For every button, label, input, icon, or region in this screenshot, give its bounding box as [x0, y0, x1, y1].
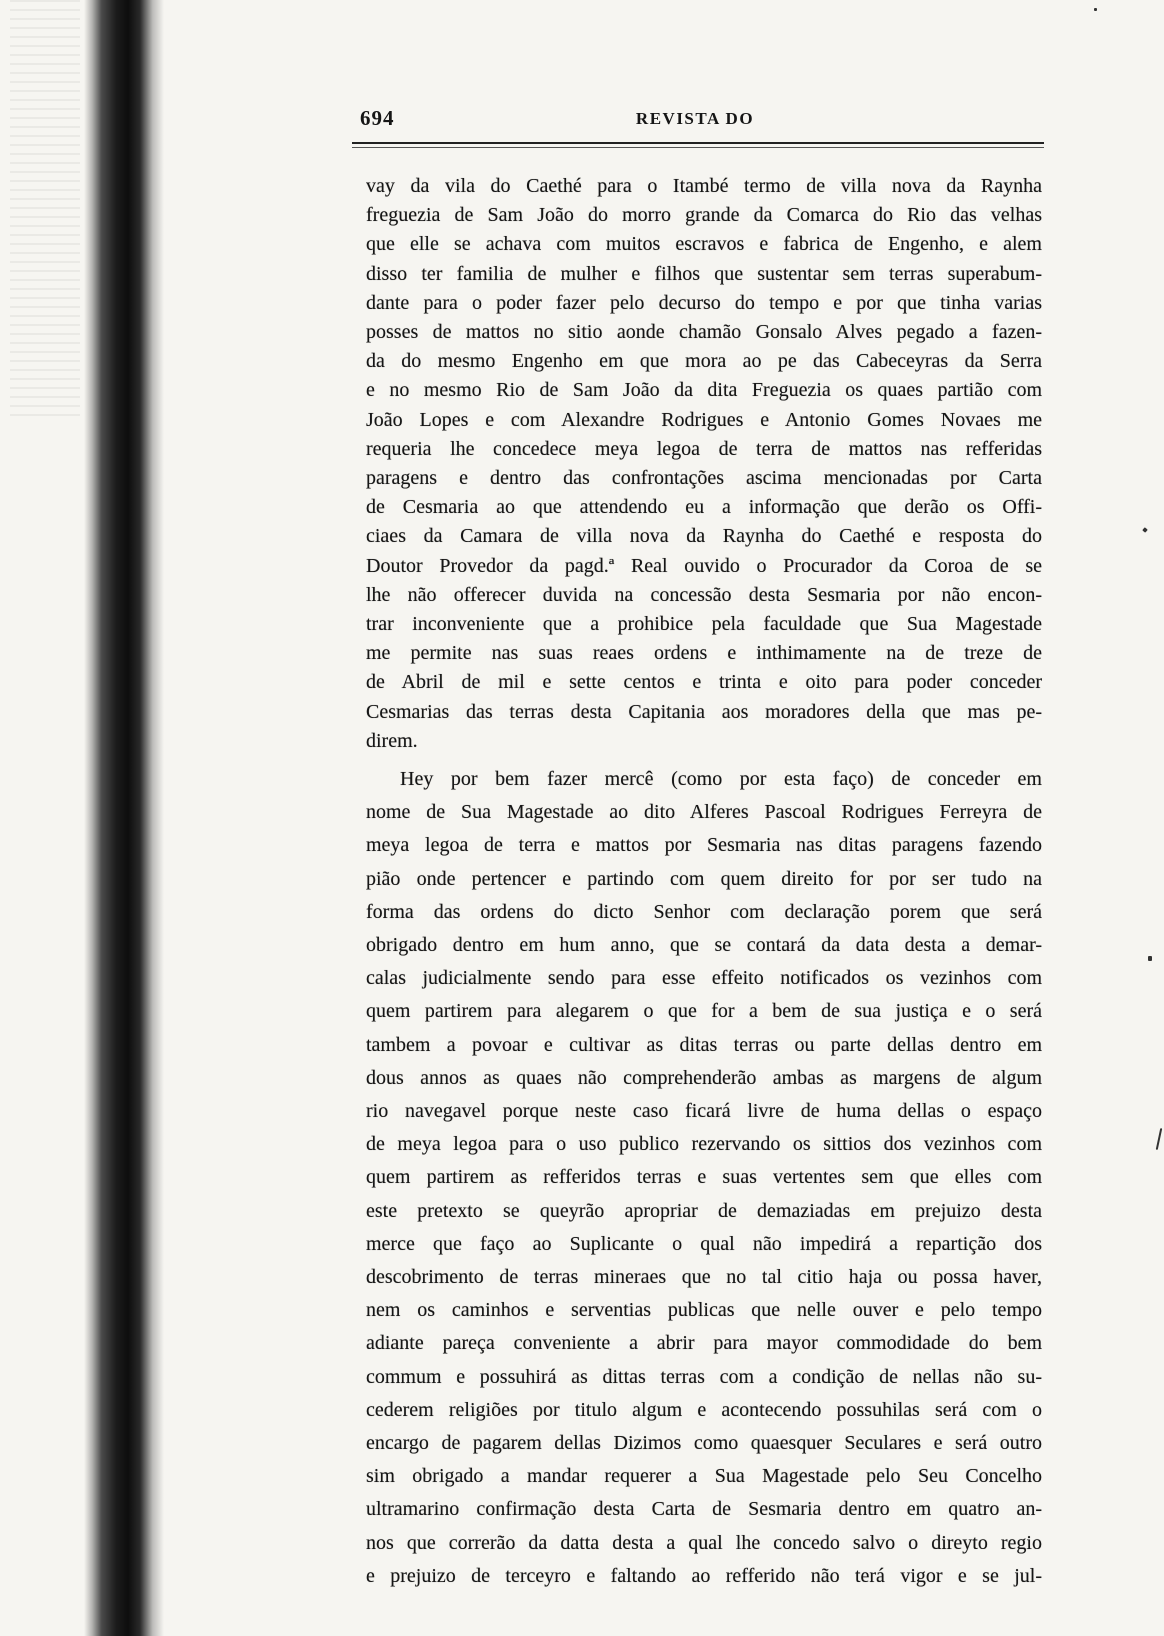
text-line: paragens e dentro das confrontações ascima mencionadas por Carta: [366, 467, 1042, 490]
header-rule: [352, 142, 1044, 148]
text-line: quem partirem as refferidos terras e suas vertentes sem que elles com: [366, 1166, 1042, 1189]
text-line: disso ter familia de mulher e filhos que sustentar sem terras superabum-: [366, 262, 1042, 285]
text-line: rio navegavel porque neste caso ficará livre de huma dellas o espaço: [366, 1100, 1042, 1123]
text-line: requeria lhe concedece meya legoa de terra de mattos nas refferidas: [366, 437, 1042, 460]
text-line: de meya legoa para o uso publico rezervando os sittios dos vezinhos com: [366, 1133, 1042, 1156]
text-line: cederem religiões por titulo algum e acontecendo possuhilas será com o: [366, 1398, 1042, 1421]
bleed-through-marks: [10, 0, 80, 420]
text-line: pião onde pertencer e partindo com quem direito for por ser tudo na: [366, 867, 1042, 890]
text-line: posses de mattos no sitio aonde chamão Gonsalo Alves pegado a fazen-: [366, 321, 1042, 344]
text-line: ultramarino confirmação desta Carta de Sesmaria dentro em quatro an-: [366, 1498, 1042, 1521]
text-line: encargo de pagarem dellas Dizimos como quaesquer Seculares e será outro: [366, 1432, 1042, 1455]
scan-speck: [1142, 527, 1148, 533]
text-line: obrigado dentro em hum anno, que se contará da data desta a demar-: [366, 934, 1042, 957]
text-line: e prejuizo de terceyro e faltando ao refferido não terá vigor e se jul-: [366, 1564, 1042, 1587]
text-line: me permite nas suas reaes ordens e inthimamente na de treze de: [366, 642, 1042, 665]
scan-speck: [1148, 956, 1152, 961]
text-line: Hey por bem fazer mercê (como por esta faço) de conceder em: [400, 768, 1042, 790]
text-line: descobrimento de terras mineraes que no tal citio haja ou possa haver,: [366, 1266, 1042, 1289]
paragraph-2: [366, 763, 1042, 1593]
text-line: forma das ordens do dicto Senhor com declaração porem que será: [366, 900, 1042, 923]
text-line: da do mesmo Engenho em que mora ao pe das Cabeceyras da Serra: [366, 350, 1042, 373]
text-line: dante para o poder fazer pelo decurso do tempo e por que tinha varias: [366, 291, 1042, 314]
text-line: freguezia de Sam João do morro grande da Comarca do Rio das velhas: [366, 204, 1042, 227]
text-line: João Lopes e com Alexandre Rodrigues e Antonio Gomes Novaes me: [366, 408, 1042, 431]
text-line: adiante pareça conveniente a abrir para mayor commodidade do bem: [366, 1332, 1042, 1355]
text-line: meya legoa de terra e mattos por Sesmaria nas ditas paragens fazendo: [366, 834, 1042, 857]
text-line: sim obrigado a mandar requerer a Sua Magestade pelo Seu Concelho: [366, 1465, 1042, 1488]
text-line: direm.: [366, 729, 418, 752]
text-line: este pretexto se queyrão apropriar de demaziadas em prejuizo desta: [366, 1199, 1042, 1222]
page-number: 694: [360, 106, 395, 130]
text-line: e no mesmo Rio de Sam João da dita Freguezia os quaes partião com: [366, 379, 1042, 402]
text-line: trar inconveniente que a prohibice pela faculdade que Sua Magestade: [366, 613, 1042, 636]
text-line: que elle se achava com muitos escravos e fabrica de Engenho, e alem: [366, 233, 1042, 256]
text-line: nem os caminhos e serventias publicas que nelle ouver e pelo tempo: [366, 1299, 1042, 1322]
text-line: commum e possuhirá as dittas terras com a condição de nellas não su-: [366, 1365, 1042, 1388]
text-line: de Cesmaria ao que attendendo eu a informação que derão os Offi-: [366, 496, 1042, 519]
text-line: dous annos as quaes não comprehenderão ambas as margens de algum: [366, 1066, 1042, 1089]
text-line: tambem a povoar e cultivar as ditas terras ou parte dellas dentro em: [366, 1033, 1042, 1056]
text-line: nos que correrão da datta desta a qual lhe concedo salvo o direyto regio: [366, 1531, 1042, 1554]
running-title: REVISTA DO: [635, 109, 755, 128]
text-line: Doutor Provedor da pagd.ª Real ouvido o Procurador da Coroa de se: [366, 554, 1042, 577]
paragraph-1: [366, 172, 1042, 756]
scan-speck: [1094, 8, 1097, 11]
binding-gutter-shadow: [84, 0, 164, 1636]
text-line: ciaes da Camara de villa nova da Raynha do Caethé e resposta do: [366, 525, 1042, 548]
text-line: Cesmarias das terras desta Capitania aos moradores della que mas pe-: [366, 700, 1042, 723]
text-line: calas judicialmente sendo para esse effeito notificados os vezinhos com: [366, 967, 1042, 990]
text-line: nome de Sua Magestade ao dito Alferes Pascoal Rodrigues Ferreyra de: [366, 801, 1042, 824]
text-line: de Abril de mil e sette centos e trinta e oito para poder conceder: [366, 671, 1042, 694]
scan-speck: [1156, 1128, 1163, 1150]
text-line: lhe não offerecer duvida na concessão desta Sesmaria por não encon-: [366, 583, 1042, 606]
text-line: vay da vila do Caethé para o Itambé termo de villa nova da Raynha: [366, 175, 1042, 197]
text-line: quem partirem para alegarem o que for a bem de sua justiça e o será: [366, 1000, 1042, 1023]
text-line: merce que faço ao Suplicante o qual não impedirá a repartição dos: [366, 1232, 1042, 1255]
